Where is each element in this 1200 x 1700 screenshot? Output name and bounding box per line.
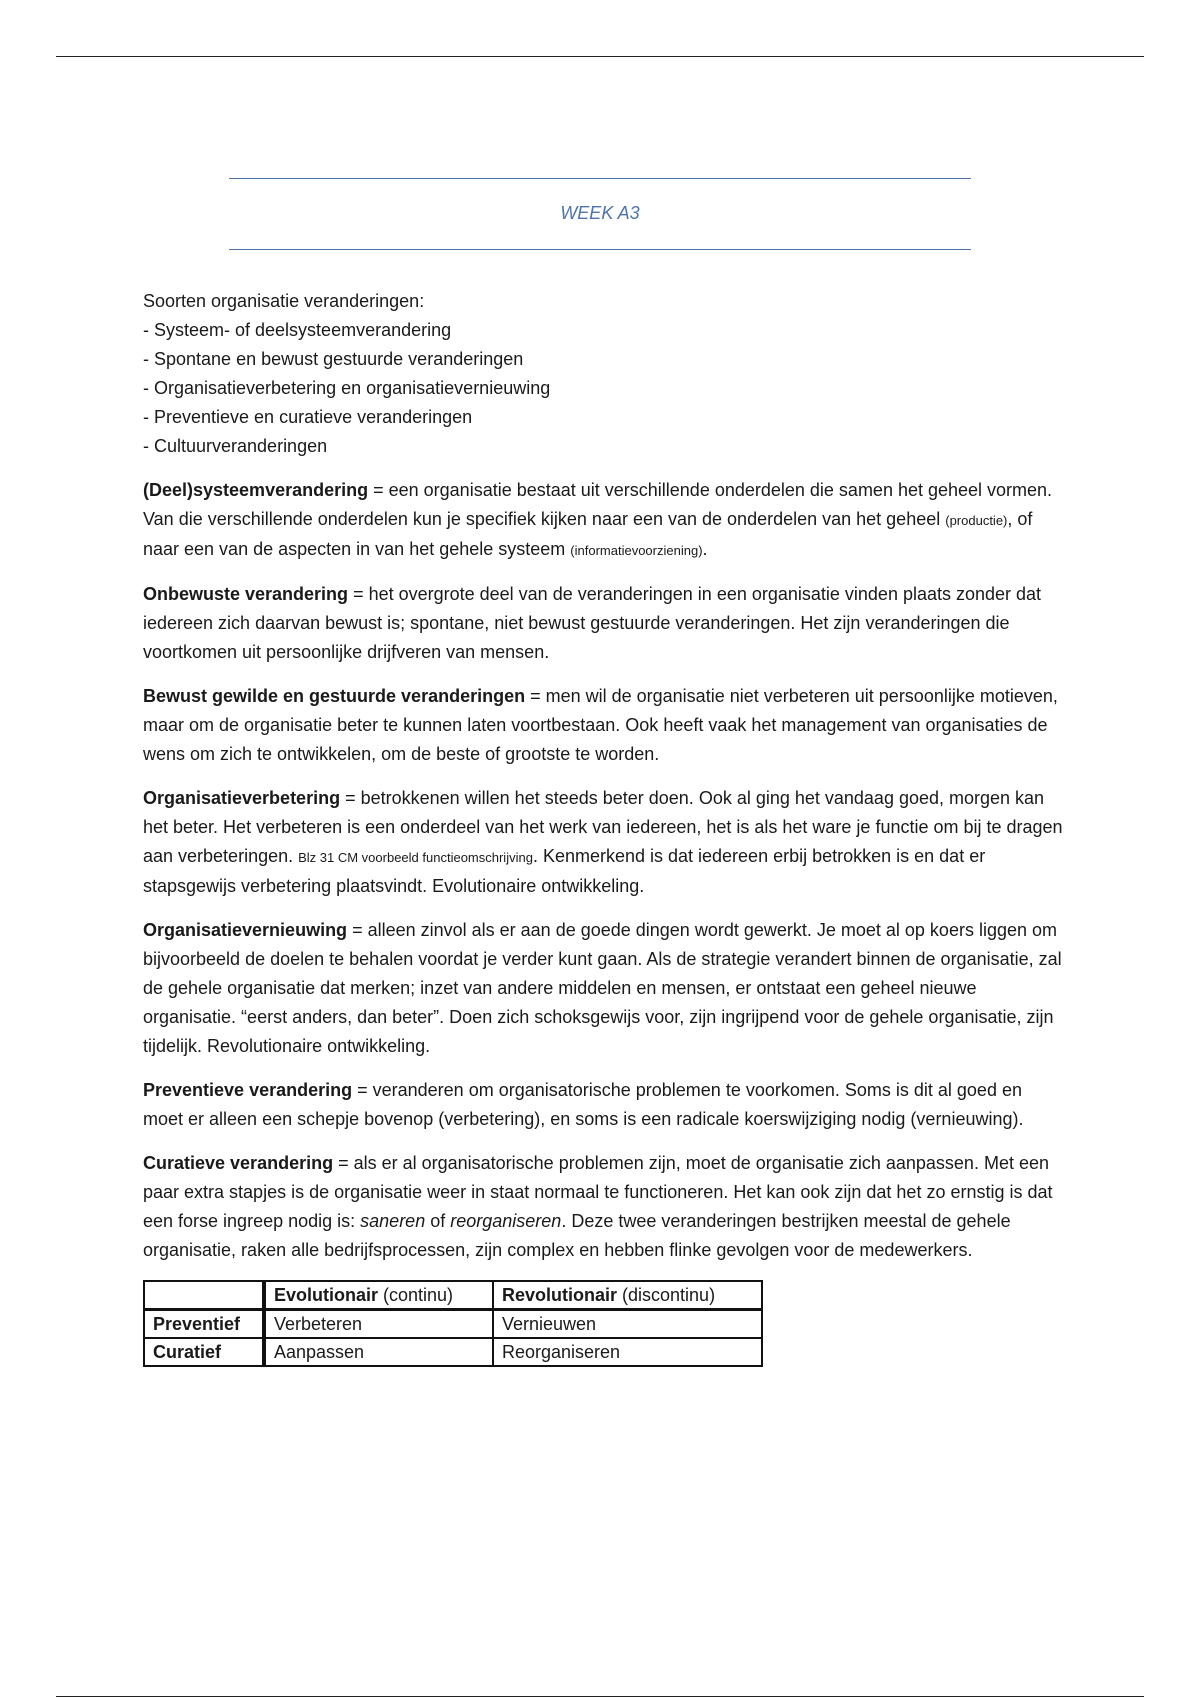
week-title-block [229, 178, 971, 251]
paragraph-vernieuwing: Organisatievernieuwing = alleen zinvol als er aan de goede dingen wordt gewerkt. Je moet al op koers liggen om bijvoorbeeld de doelen te behalen voordat je verder kunt gaan. Als de strategie verandert binnen de organisatie, zal de gehele organisatie dat merken; inzet van andere middelen en mensen, er ontstaat een geheel nieuwe organisatie. “eerst anders, dan beter”. Doen zich schoksgewijs voor, zijn ingrijpend voor de gehele organisatie, zijn tijdelijk. Revolutionaire ontwikkeling. [143, 920, 1062, 1056]
term-bewust: Bewust gewilde en gestuurde veranderingen [143, 686, 526, 706]
term-preventieve: Preventieve verandering [143, 1080, 353, 1100]
page-bottom-rule [56, 1696, 1144, 1697]
paragraph-preventieve: Preventieve verandering = veranderen om organisatorische problemen te voorkomen. Soms is dit al goed en moet er alleen een schepje bovenop (verbetering), en soms is een radicale koerswijziging nodig (vernieuwing). [143, 1080, 1024, 1129]
paragraph-bewust: Bewust gewilde en gestuurde veranderingen = men wil de organisatie niet verbeteren uit persoonlijke motieven, maar om de organisatie beter te kunnen laten voortbestaan. Ook heeft vaak het management van organisaties de wens om zich te ontwikkelen, om de beste of grootste te worden. [143, 686, 1058, 764]
list-item: - Systeem- of deelsysteemverandering [143, 320, 452, 340]
term-deelsysteem: (Deel)systeemverandering [143, 480, 369, 500]
document-body [143, 287, 1063, 1367]
page-top-rule [56, 56, 1144, 57]
term-onbewuste: Onbewuste verandering [143, 584, 349, 604]
paragraph-onbewuste: Onbewuste verandering = het overgrote deel van de veranderingen in een organisatie vinden plaats zonder dat iedereen zich daarvan bewust is; spontane, niet bewust gestuurde veranderingen. Het zijn veranderingen die voortkomen uit persoonlijke drijfveren van mensen. [143, 584, 1042, 662]
note-functieomschrijving: Blz 31 CM voorbeeld functieomschrijving [298, 850, 533, 865]
paragraph-verbetering: Organisatieverbetering = betrokkenen willen het steeds beter doen. Ook al ging het vandaag goed, morgen kan het beter. Het verbeteren is een onderdeel van het werk van iedereen, het is als het ware je functie om bij te dragen aan verbeteringen. Blz 31 CM voorbeeld functieomschrijving. Kenmerkend is dat iedereen erbij betrokken is en dat er stapsgewijs verbetering plaatsvindt. Evolutionaire ontwikkeling. [143, 788, 1063, 896]
intro-heading: Soorten organisatie veranderingen: [143, 291, 425, 311]
table-cell: Vernieuwen [493, 1310, 762, 1339]
table-header-revolutionair: Revolutionair (discontinu) [493, 1281, 762, 1310]
note-productie: (productie) [945, 513, 1008, 528]
paragraph-curatieve: Curatieve verandering = als er al organisatorische problemen zijn, moet de organisatie zich aanpassen. Met een paar extra stapjes is de organisatie weer in staat normaal te functioneren. Het kan ook zijn dat het zo ernstig is dat een forse ingreep nodig is: saneren of reorganiseren. Deze twee veranderingen bestrijken meestal de gehele organisatie, raken alle bedrijfsprocessen, zijn complex en hebben flinke gevolgen voor de medewerkers. [143, 1153, 1053, 1260]
table-row-label: Curatief [144, 1338, 264, 1366]
table-cell: Aanpassen [264, 1338, 493, 1366]
term-verbetering: Organisatieverbetering [143, 788, 341, 808]
table-corner-cell [144, 1281, 264, 1310]
change-matrix-table [143, 1280, 763, 1367]
week-title: WEEK A3 [560, 203, 640, 223]
table-row [144, 1338, 762, 1366]
table-cell: Reorganiseren [493, 1338, 762, 1366]
paragraph-deelsysteem: (Deel)systeemverandering = een organisatie bestaat uit verschillende onderdelen die samen het geheel vormen. Van die verschillende onderdelen kun je specifiek kijken naar een van de onderdelen van het geheel (productie), of naar een van de aspecten in van het gehele systeem (informatievoorziening). [143, 480, 1053, 559]
term-curatieve: Curatieve verandering [143, 1153, 334, 1173]
list-item: - Organisatieverbetering en organisatievernieuwing [143, 378, 551, 398]
note-informatievoorziening: (informatievoorziening) [570, 543, 703, 558]
table-row [144, 1310, 762, 1339]
intro-list [143, 287, 1063, 461]
term-vernieuwing: Organisatievernieuwing [143, 920, 348, 940]
title-rule-top [229, 178, 971, 179]
table-row-label: Preventief [144, 1310, 264, 1339]
table-header-evolutionair: Evolutionair (continu) [264, 1281, 493, 1310]
list-item: - Spontane en bewust gestuurde veranderingen [143, 349, 524, 369]
list-item: - Cultuurveranderingen [143, 436, 328, 456]
list-item: - Preventieve en curatieve veranderingen [143, 407, 473, 427]
title-rule-bottom [229, 249, 971, 250]
table-header-row [144, 1281, 762, 1310]
table-cell: Verbeteren [264, 1310, 493, 1339]
